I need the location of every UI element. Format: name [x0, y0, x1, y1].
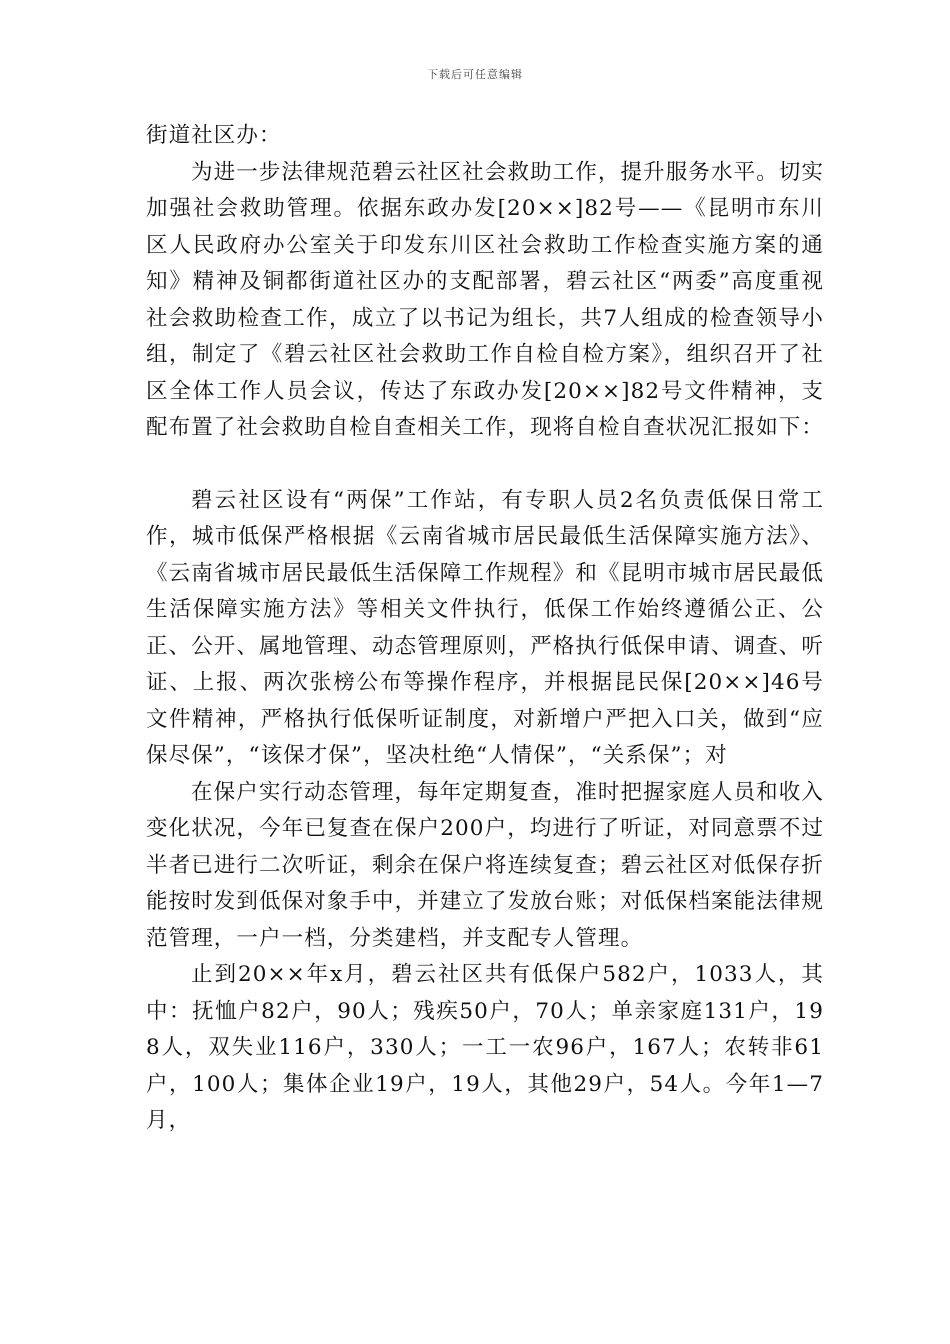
paragraph-statistics: 止到20××年x月，碧云社区共有低保户582户，1033人，其中：抚恤户82户，90人；残疾50户，70人；单亲家庭131户，198人，双失业116户，330人；一工一农96户，167人；农转非61户，100人；集体企业19户，19人，其他29户，54人。今年1—7月，: [146, 962, 824, 1133]
paragraph-lowincome-work: 碧云社区设有“两保”工作站，有专职人员2名负责低保日常工作，城市低保严格根据《云南省城市居民最低生活保障实施方法》、《云南省城市居民最低生活保障工作规程》和《昆明市城市居民最低生活保障实施方法》等相关文件执行，低保工作始终遵循公正、公正、公开、属地管理、动态管理原则，严格执行低保申请、调查、听证、上报、两次张榜公布等操作程序，并根据昆民保[20××]46号文件精神，严格执行低保听证制度，对新增户严把入口关，做到“应保尽保”，“该保才保”，坚决杜绝“人情保”，“关系保”；对: [146, 487, 825, 768]
salutation: 街道社区办：: [146, 123, 282, 148]
paragraph-dynamic-management: 在保户实行动态管理，每年定期复查，准时把握家庭人员和收入变化状况，今年已复查在保户200户，均进行了听证，对同意票不过半者已进行二次听证，剩余在保户将连续复查；碧云社区对低保存折能按时发到低保对象手中，并建立了发放台账；对低保档案能法律规范管理，一户一档，分类建档，并支配专人管理。: [146, 779, 825, 951]
document-body: [146, 118, 824, 1140]
paragraph-intro: 为进一步法律规范碧云社区社会救助工作，提升服务水平。切实加强社会救助管理。依据东政办发[20××]82号——《昆明市东川区人民政府办公室关于印发东川区社会救助工作检查实施方案的通知》精神及铜都街道社区办的支配部署，碧云社区“两委”高度重视社会救助检查工作，成立了以书记为组长，共7人组成的检查领导小组，制定了《碧云社区社会救助工作自检自检方案》，组织召开了社区全体工作人员会议，传达了东政办发[20××]82号文件精神，支配布置了社会救助自检自查相关工作，现将自检自查状况汇报如下：: [146, 159, 825, 440]
header-note: 下载后可任意编辑: [427, 68, 523, 81]
blank-line: [146, 447, 824, 483]
